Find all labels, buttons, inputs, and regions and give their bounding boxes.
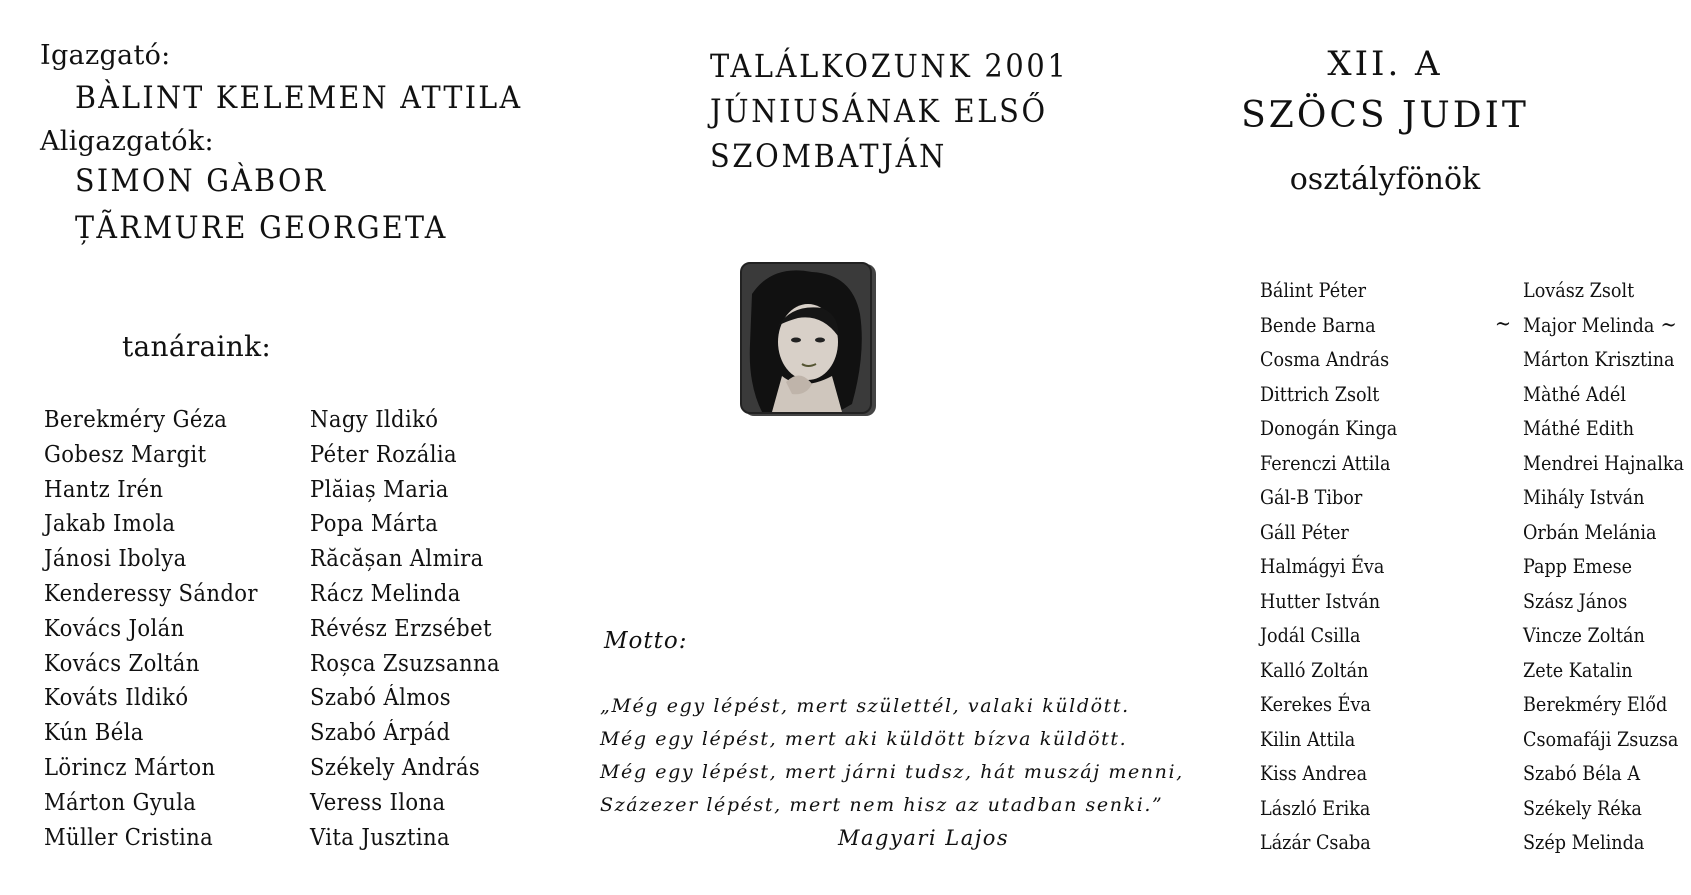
memorial-mark: ~	[1494, 311, 1512, 337]
teacher-name: Răcășan Almira	[310, 546, 484, 573]
student-name: Vincze Zoltán	[1523, 623, 1645, 647]
memorial-mark: ~	[1654, 312, 1677, 338]
student-name: Bálint Péter	[1260, 278, 1367, 302]
student-name: Halmágyi Éva	[1260, 554, 1385, 578]
teacher-name: Müller Cristina	[44, 824, 214, 851]
teacher-name: Kovács Jolán	[44, 615, 185, 642]
student-name: Dittrich Zsolt	[1260, 381, 1380, 406]
deputies-label: Aligazgatók:	[40, 126, 214, 157]
student-name: Szabó Béla A	[1523, 761, 1641, 785]
student-name: Gál-B Tibor	[1260, 485, 1363, 509]
teacher-name: Székely András	[310, 754, 481, 781]
motto-line: Még egy lépést, mert járni tudsz, hát muszáj menni,	[600, 761, 1184, 783]
teacher-name: Szabó Árpád	[310, 720, 451, 747]
teacher-name: Kovács Zoltán	[44, 650, 200, 677]
student-name-text: Major Melinda	[1523, 312, 1655, 337]
deputy-name: SIMON GÀBOR	[75, 163, 328, 199]
teacher-name: Márton Gyula	[44, 789, 197, 816]
teacher-name: Jakab Imola	[44, 511, 176, 538]
student-name: Màthé Adél	[1523, 381, 1626, 406]
student-name: Bende Barna	[1260, 312, 1376, 337]
motto-line: „Még egy lépést, mert születtél, valaki küldött.	[600, 695, 1130, 717]
student-name: Mendrei Hajnalka	[1523, 450, 1685, 475]
teacher-name: Veress Ilona	[310, 789, 446, 816]
student-name: Mihály István	[1523, 485, 1645, 509]
student-name: Donogán Kinga	[1260, 416, 1398, 440]
teacher-name: Hantz Irén	[44, 476, 164, 503]
staff-panel	[0, 0, 560, 895]
teacher-name: Szabó Álmos	[310, 685, 452, 712]
portrait-photo	[740, 262, 872, 414]
student-name: Orbán Melánia	[1523, 519, 1657, 544]
teacher-name: Nagy Ildikó	[310, 407, 439, 433]
motto-line: Még egy lépést, mert aki küldött bízva küldött.	[600, 728, 1128, 750]
teacher-name: Kún Béla	[44, 720, 144, 747]
student-name: Lázár Csaba	[1260, 830, 1371, 854]
class-teacher-role: osztályfönök	[1289, 162, 1481, 197]
teachers-list-col1	[44, 403, 284, 855]
teacher-name: Berekméry Géza	[44, 407, 228, 433]
student-name: Jodál Csilla	[1260, 623, 1361, 647]
student-name: Kalló Zoltán	[1260, 657, 1369, 682]
portrait-image	[742, 264, 870, 412]
student-name: Márton Krisztina	[1523, 347, 1675, 371]
invitation-panel	[560, 0, 1184, 895]
teachers-label: tanáraink:	[122, 330, 272, 363]
student-name: Székely Réka	[1523, 795, 1642, 820]
heading-line: SZOMBATJÁN	[710, 137, 947, 175]
student-name: Hutter István	[1260, 588, 1381, 613]
deputy-name: ȚÃRMURE GEORGETA	[75, 210, 448, 246]
teacher-name: Révész Erzsébet	[310, 615, 492, 642]
director-label: Igazgató:	[40, 40, 171, 71]
student-name: László Erika	[1260, 795, 1371, 820]
class-teacher-name: SZÖCS JUDIT	[1241, 95, 1529, 136]
teacher-name: Péter Rozália	[310, 441, 458, 468]
motto-label: Motto:	[604, 628, 688, 654]
student-name: Berekméry Előd	[1523, 692, 1668, 716]
student-name: Szép Melinda	[1523, 830, 1645, 854]
student-name: Kilin Attila	[1260, 726, 1356, 751]
teacher-name: Rácz Melinda	[310, 580, 461, 607]
student-name: Kiss Andrea	[1260, 761, 1368, 785]
teacher-name: Vita Jusztina	[310, 824, 450, 851]
student-name: Lovász Zsolt	[1523, 278, 1635, 302]
students-list-col2	[1494, 273, 1691, 860]
heading-line: JÚNIUSÁNAK ELSŐ	[710, 92, 1048, 130]
teacher-name: Gobesz Margit	[44, 441, 207, 468]
student-name: Kerekes Éva	[1260, 692, 1371, 716]
teacher-name: Kenderessy Sándor	[44, 580, 258, 607]
student-name: Csomafáji Zsuzsa	[1523, 726, 1679, 751]
teachers-list-col2	[310, 403, 550, 855]
student-name: Máthé Edith	[1523, 416, 1635, 440]
reunion-heading	[710, 44, 1108, 179]
motto-poem	[600, 690, 1184, 822]
teacher-name: Roșca Zsuzsanna	[310, 650, 500, 677]
teacher-name: Plăiaș Maria	[310, 476, 449, 503]
teacher-name: Lörincz Márton	[44, 754, 216, 781]
teacher-name: Jánosi Ibolya	[44, 546, 187, 573]
motto-line: Százezer lépést, mert nem hisz az utadban senki.”	[600, 794, 1164, 816]
student-name: Cosma András	[1260, 347, 1390, 371]
class-title: XII. A	[1327, 44, 1443, 84]
students-list-col1	[1260, 273, 1416, 860]
class-panel	[1150, 0, 1691, 895]
heading-line: TALÁLKOZUNK 2001	[710, 47, 1069, 85]
teacher-name: Kováts Ildikó	[44, 685, 189, 712]
student-name	[1494, 308, 1684, 343]
student-name: Zete Katalin	[1523, 657, 1633, 682]
teacher-name: Popa Márta	[310, 511, 439, 538]
student-name: Papp Emese	[1523, 554, 1633, 578]
director-name: BÀLINT KELEMEN ATTILA	[75, 80, 523, 116]
student-name: Ferenczi Attila	[1260, 450, 1391, 475]
student-name: Szász János	[1523, 588, 1628, 613]
motto-author: Magyari Lajos	[838, 826, 1010, 850]
student-name: Gáll Péter	[1260, 519, 1349, 544]
